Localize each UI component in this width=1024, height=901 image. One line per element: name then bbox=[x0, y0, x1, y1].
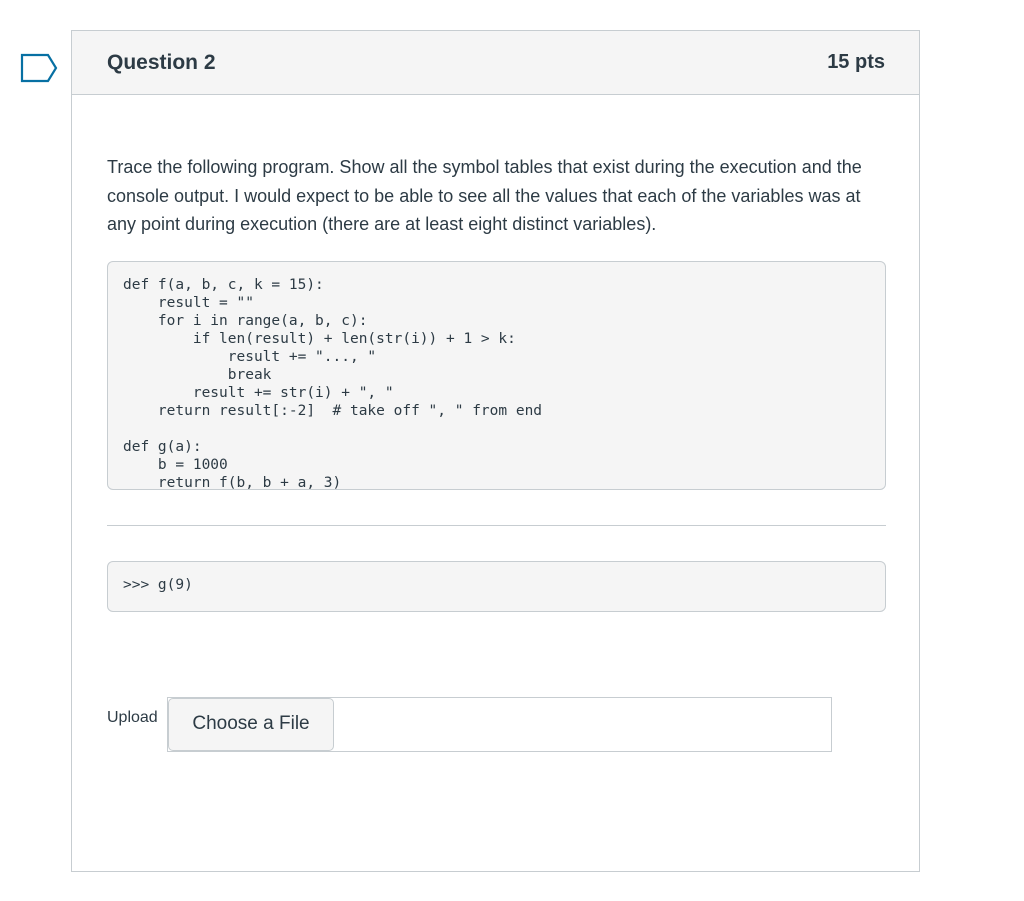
question-header bbox=[72, 31, 919, 95]
flag-question-icon[interactable] bbox=[20, 53, 58, 83]
question-points: 15 pts bbox=[827, 51, 885, 73]
question-prompt: Trace the following program. Show all the symbol tables that exist during the execution and the console output. I would expect to be able to see all the values that each of the variables was at any point during execution (there are at least eight distinct variables). bbox=[107, 157, 862, 234]
file-upload-field[interactable] bbox=[167, 697, 832, 752]
choose-file-button[interactable]: Choose a File bbox=[168, 698, 334, 751]
question-title: Question 2 bbox=[107, 50, 216, 74]
upload-row bbox=[107, 697, 884, 752]
code-block: def f(a, b, c, k = 15): result = "" for i in range(a, b, c): if len(result) + len(str(i)) + 1 > k: result += "..., " break result += str(i) + ", " return result[:-2] # take off ", " from end def g(a): b = 1000 return f(b, b + a, 3) bbox=[107, 261, 886, 490]
question-body bbox=[72, 95, 919, 752]
divider bbox=[107, 525, 886, 526]
console-block: >>> g(9) bbox=[107, 561, 886, 612]
question-card bbox=[71, 30, 920, 872]
selected-file-name bbox=[334, 698, 831, 751]
upload-label: Upload bbox=[107, 708, 158, 726]
